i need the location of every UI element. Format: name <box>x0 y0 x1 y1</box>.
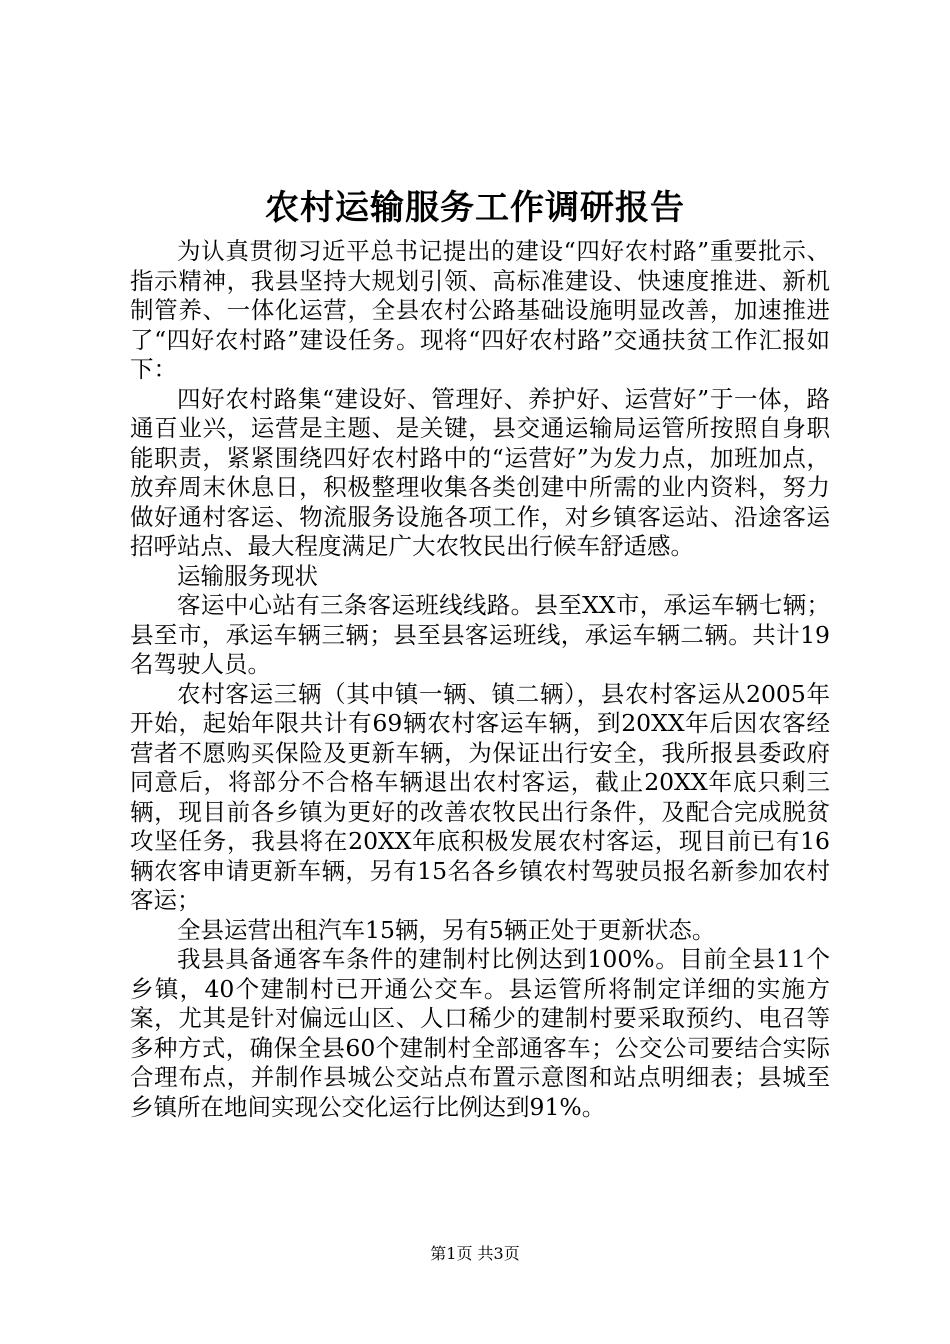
paragraph-four-good-roads: 四好农村路集“建设好、管理好、养护好、运营好”于一体，路通百业兴，运营是主题、是关键，县交通运输局运管所按照自身职能职责，紧紧围绕四好农村路中的“运营好”为发力点，加班加点，放弃周末休息日，积极整理收集各类创建中所需的业内资料，努力做好通村客运、物流服务设施各项工作，对乡镇客运站、沿途客运招呼站点、最大程度满足广大农牧民出行候车舒适感。 <box>130 384 830 560</box>
paragraph-passenger-center: 客运中心站有三条客运班线线路。县至XX市，承运车辆七辆；县至市，承运车辆三辆；县至县客运班线，承运车辆二辆。共计19名驾驶人员。 <box>130 591 830 678</box>
paragraph-rural-passenger: 农村客运三辆（其中镇一辆、镇二辆），县农村客运从2005年开始，起始年限共计有69辆农村客运车辆，到20XX年后因农客经营者不愿购买保险及更新车辆，为保证出行安全，我所报县委政府同意后，将部分不合格车辆退出农村客运，截止20XX年底只剩三辆，现目前各乡镇为更好的改善农牧民出行条件，及配合完成脱贫攻坚任务，我县将在20XX年底积极发展农村客运，现目前已有16辆农客申请更新车辆，另有15名各乡镇农村驾驶员报名新参加农村客运； <box>130 679 830 914</box>
document-title: 农村运输服务工作调研报告 <box>265 188 685 228</box>
paragraph-village-bus: 我县具备通客车条件的建制村比例达到100%。目前全县11个乡镇，40个建制村已开通公交车。县运管所将制定详细的实施方案，尤其是针对偏远山区、人口稀少的建制村要采取预约、电召等多种方式，确保全县60个建制村全部通客车；公交公司要结合实际合理布点，并制作县城公交站点布置示意图和站点明细表；县城至乡镇所在地间实现公交化运行比例达到91%。 <box>130 945 830 1121</box>
paragraph-intro: 为认真贯彻习近平总书记提出的建设“四好农村路”重要批示、指示精神，我县坚持大规划引领、高标准建设、快速度推进、新机制管养、一体化运营，全县农村公路基础设施明显改善，加速推进了“四好农村路”建设任务。现将“四好农村路”交通扶贫工作汇报如下： <box>130 237 830 383</box>
section-heading-transport-status: 运输服务现状 <box>177 561 318 590</box>
paragraph-taxi: 全县运营出租汽车15辆，另有5辆正处于更新状态。 <box>177 915 716 944</box>
document-body <box>130 237 830 1122</box>
page-footer: 第1页 共3页 <box>430 1244 520 1263</box>
